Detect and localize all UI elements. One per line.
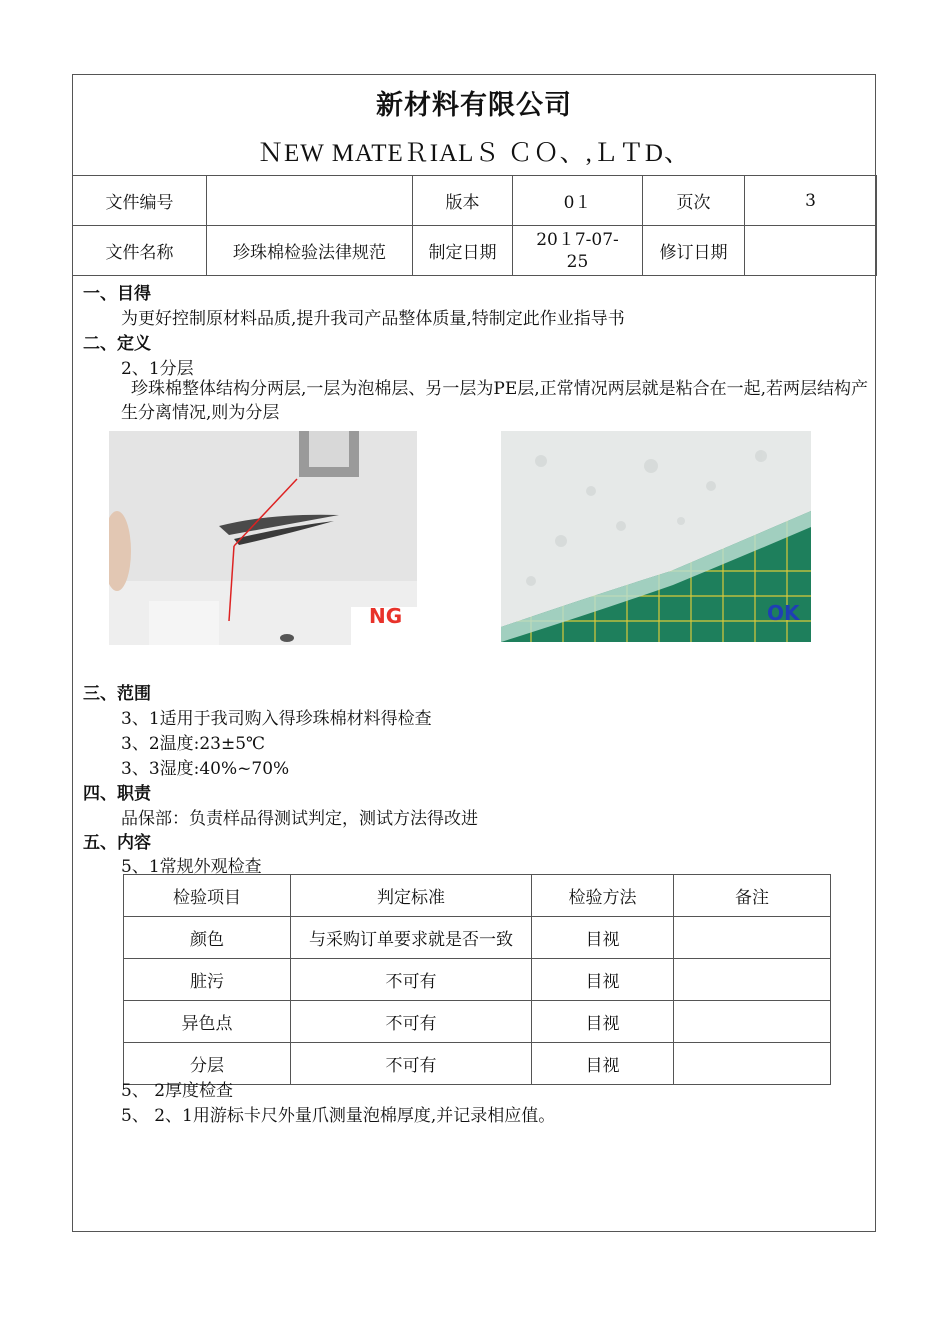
page-value: 3 [745,176,877,226]
info-row-1 [73,176,877,226]
header-method: 检验方法 [532,875,674,917]
section-duty-title: 四、职责 [83,784,151,804]
doc-name-label: 文件名称 [73,226,207,276]
row-method: 目视 [532,959,674,1001]
row-item: 异色点 [124,1001,291,1043]
scope-item-3: 3、3湿度:40%~70% [121,759,290,779]
page-label: 页次 [643,176,745,226]
row-remark [674,1001,831,1043]
company-name-cn: 新材料有限公司 [376,90,572,121]
version-label: 版本 [413,176,513,226]
scope-item-2: 3、2温度:23±5℃ [121,734,266,754]
ng-sample-photo [109,431,417,645]
section-purpose-text: 为更好控制原材料品质,提升我司产品整体质量,特制定此作业指导书 [121,309,625,329]
row-criteria: 不可有 [291,959,532,1001]
header-item: 检验项目 [124,875,291,917]
row-item: 分层 [124,1043,291,1085]
doc-no-value [207,176,413,226]
content-subtitle-1: 5、1常规外观检查 [121,857,262,877]
doc-no-label: 文件编号 [73,176,207,226]
definition-subtitle: 2、1分层 [121,359,194,379]
scope-item-1: 3、1适用于我司购入得珍珠棉材料得检查 [121,709,432,729]
table-row [124,959,831,1001]
content-subtitle-2-1: 5、 2、1用游标卡尺外量爪测量泡棉厚度,并记录相应值。 [121,1106,556,1126]
version-value: 0１ [513,176,643,226]
company-name-en: ＮEW MATEＲIALＳ ＣＯ、,ＬＴD、 [258,140,690,167]
row-criteria: 与采购订单要求就是否一致 [291,917,532,959]
made-date-value: 20１7-07-25 [513,226,643,276]
revise-date-value [745,226,877,276]
inspection-header-row [124,875,831,917]
section-content-title: 五、内容 [83,833,151,853]
document-frame [72,74,876,1232]
ok-photo-graphic [501,431,811,642]
row-method: 目视 [532,917,674,959]
info-row-2 [73,226,877,276]
section-purpose-title: 一、目得 [83,284,151,304]
row-item: 脏污 [124,959,291,1001]
row-method: 目视 [532,1001,674,1043]
section-definition-title: 二、定义 [83,334,151,354]
row-criteria: 不可有 [291,1043,532,1085]
row-remark [674,1043,831,1085]
revise-date-label: 修订日期 [643,226,745,276]
header-criteria: 判定标准 [291,875,532,917]
row-remark [674,959,831,1001]
table-row [124,1001,831,1043]
duty-text: 品保部：负责样品得测试判定，测试方法得改进 [121,809,478,829]
content-subtitle-2: 5、 2厚度检查 [121,1081,234,1101]
row-item: 颜色 [124,917,291,959]
section-scope-title: 三、范围 [83,684,151,704]
definition-text: 珍珠棉整体结构分两层,一层为泡棉层、另一层为PE层,正常情况两层就是粘合在一起,若两层结构产生分离情况,则为分层 [121,379,869,423]
header-remark: 备注 [674,875,831,917]
ng-label: NG [369,604,403,628]
made-date-label: 制定日期 [413,226,513,276]
row-remark [674,917,831,959]
inspection-table [123,874,831,1085]
doc-name-value: 珍珠棉检验法律规范 [207,226,413,276]
document-info-table [72,175,877,276]
table-row [124,917,831,959]
row-criteria: 不可有 [291,1001,532,1043]
ok-label: OK [767,601,800,625]
row-method: 目视 [532,1043,674,1085]
ok-sample-photo [501,431,811,642]
